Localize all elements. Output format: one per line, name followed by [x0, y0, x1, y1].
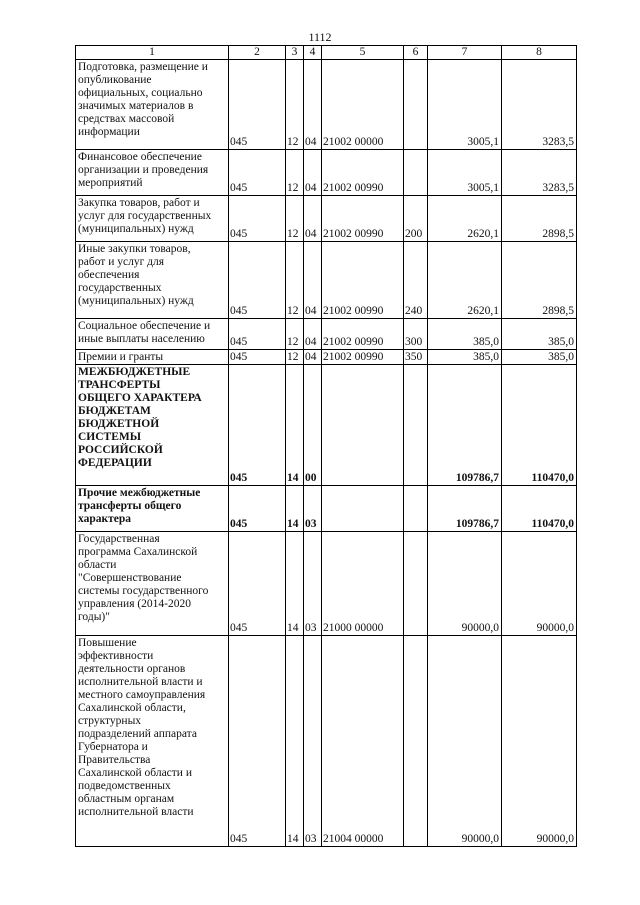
value-col8-cell: 110470,0: [502, 365, 577, 486]
expense-code-cell: [404, 150, 428, 196]
expense-code-cell: 240: [404, 242, 428, 319]
item-name-cell: Иные закупки товаров, работ и услуг для обеспечения государственных (муниципальных) нужд: [76, 242, 229, 319]
item-name-cell: Закупка товаров, работ и услуг для государственных (муниципальных) нужд: [76, 196, 229, 242]
table-row: [76, 150, 577, 196]
section-code-cell: 12: [286, 350, 304, 365]
column-number: 4: [304, 46, 322, 60]
target-code-cell: [322, 486, 404, 532]
admin-code-cell: 045: [229, 196, 286, 242]
value-col8-cell: 90000,0: [502, 636, 577, 847]
column-number-row: [76, 46, 577, 60]
value-col7-cell: 109786,7: [428, 486, 502, 532]
section-code-cell: 12: [286, 319, 304, 350]
item-name-cell: Государственная программа Сахалинской области "Совершенствование системы государственного управления (2014-2020 годы)": [76, 532, 229, 636]
expense-code-cell: [404, 486, 428, 532]
expense-code-cell: 300: [404, 319, 428, 350]
expense-code-cell: 350: [404, 350, 428, 365]
target-code-cell: 21002 00000: [322, 60, 404, 150]
item-name-cell: Подготовка, размещение и опубликование официальных, социально значимых материалов в средствах массовой информации: [76, 60, 229, 150]
subsection-code-cell: 03: [304, 636, 322, 847]
table-row: [76, 242, 577, 319]
subsection-code-cell: 03: [304, 486, 322, 532]
expense-code-cell: [404, 636, 428, 847]
admin-code-cell: 045: [229, 242, 286, 319]
subsection-code-cell: 04: [304, 196, 322, 242]
item-name-cell: Повышение эффективности деятельности органов исполнительной власти и местного самоуправления Сахалинской области, структурных подразделений аппарата Губернатора и Правительства Сахалинской области и подведомственных областным органам исполнительной власти: [76, 636, 229, 847]
column-number: 8: [502, 46, 577, 60]
section-code-cell: 14: [286, 365, 304, 486]
column-number: 3: [286, 46, 304, 60]
table-row: [76, 319, 577, 350]
subsection-code-cell: 04: [304, 319, 322, 350]
value-col8-cell: 2898,5: [502, 242, 577, 319]
target-code-cell: 21002 00990: [322, 242, 404, 319]
section-code-cell: 14: [286, 486, 304, 532]
value-col7-cell: 3005,1: [428, 150, 502, 196]
section-code-cell: 12: [286, 60, 304, 150]
item-name-cell: Премии и гранты: [76, 350, 229, 365]
column-number: 1: [76, 46, 229, 60]
table-row: [76, 636, 577, 847]
value-col8-cell: 90000,0: [502, 532, 577, 636]
table-row: [76, 60, 577, 150]
subsection-code-cell: 03: [304, 532, 322, 636]
target-code-cell: [322, 365, 404, 486]
value-col7-cell: 385,0: [428, 319, 502, 350]
section-code-cell: 14: [286, 636, 304, 847]
column-number: 5: [322, 46, 404, 60]
value-col8-cell: 3283,5: [502, 60, 577, 150]
value-col7-cell: 109786,7: [428, 365, 502, 486]
value-col8-cell: 2898,5: [502, 196, 577, 242]
value-col8-cell: 385,0: [502, 350, 577, 365]
admin-code-cell: 045: [229, 486, 286, 532]
admin-code-cell: 045: [229, 365, 286, 486]
value-col7-cell: 2620,1: [428, 242, 502, 319]
value-col8-cell: 3283,5: [502, 150, 577, 196]
value-col8-cell: 385,0: [502, 319, 577, 350]
value-col7-cell: 2620,1: [428, 196, 502, 242]
admin-code-cell: 045: [229, 636, 286, 847]
value-col7-cell: 90000,0: [428, 532, 502, 636]
target-code-cell: 21002 00990: [322, 150, 404, 196]
table-row: [76, 196, 577, 242]
section-code-cell: 14: [286, 532, 304, 636]
admin-code-cell: 045: [229, 60, 286, 150]
target-code-cell: 21002 00990: [322, 350, 404, 365]
value-col7-cell: 385,0: [428, 350, 502, 365]
admin-code-cell: 045: [229, 319, 286, 350]
subsection-code-cell: 00: [304, 365, 322, 486]
column-number: 2: [229, 46, 286, 60]
item-name-cell: МЕЖБЮДЖЕТНЫЕ ТРАНСФЕРТЫ ОБЩЕГО ХАРАКТЕРА БЮДЖЕТАМ БЮДЖЕТНОЙ СИСТЕМЫ РОССИЙСКОЙ ФЕДЕРАЦИИ: [76, 365, 229, 486]
admin-code-cell: 045: [229, 532, 286, 636]
item-name-cell: Прочие межбюджетные трансферты общего характера: [76, 486, 229, 532]
value-col8-cell: 110470,0: [502, 486, 577, 532]
value-col7-cell: 3005,1: [428, 60, 502, 150]
table-row: [76, 365, 577, 486]
item-name-cell: Финансовое обеспечение организации и проведения мероприятий: [76, 150, 229, 196]
table-row: [76, 532, 577, 636]
section-code-cell: 12: [286, 150, 304, 196]
expense-code-cell: 200: [404, 196, 428, 242]
page-number: 1112: [308, 30, 332, 44]
target-code-cell: 21004 00000: [322, 636, 404, 847]
budget-table: [75, 45, 577, 847]
expense-code-cell: [404, 60, 428, 150]
expense-code-cell: [404, 365, 428, 486]
section-code-cell: 12: [286, 242, 304, 319]
value-col7-cell: 90000,0: [428, 636, 502, 847]
table-row: [76, 350, 577, 365]
table-row: [76, 486, 577, 532]
expense-code-cell: [404, 532, 428, 636]
subsection-code-cell: 04: [304, 242, 322, 319]
subsection-code-cell: 04: [304, 350, 322, 365]
section-code-cell: 12: [286, 196, 304, 242]
item-name-cell: Социальное обеспечение и иные выплаты населению: [76, 319, 229, 350]
admin-code-cell: 045: [229, 150, 286, 196]
admin-code-cell: 045: [229, 350, 286, 365]
subsection-code-cell: 04: [304, 60, 322, 150]
column-number: 6: [404, 46, 428, 60]
subsection-code-cell: 04: [304, 150, 322, 196]
target-code-cell: 21002 00990: [322, 196, 404, 242]
column-number: 7: [428, 46, 502, 60]
target-code-cell: 21002 00990: [322, 319, 404, 350]
target-code-cell: 21000 00000: [322, 532, 404, 636]
